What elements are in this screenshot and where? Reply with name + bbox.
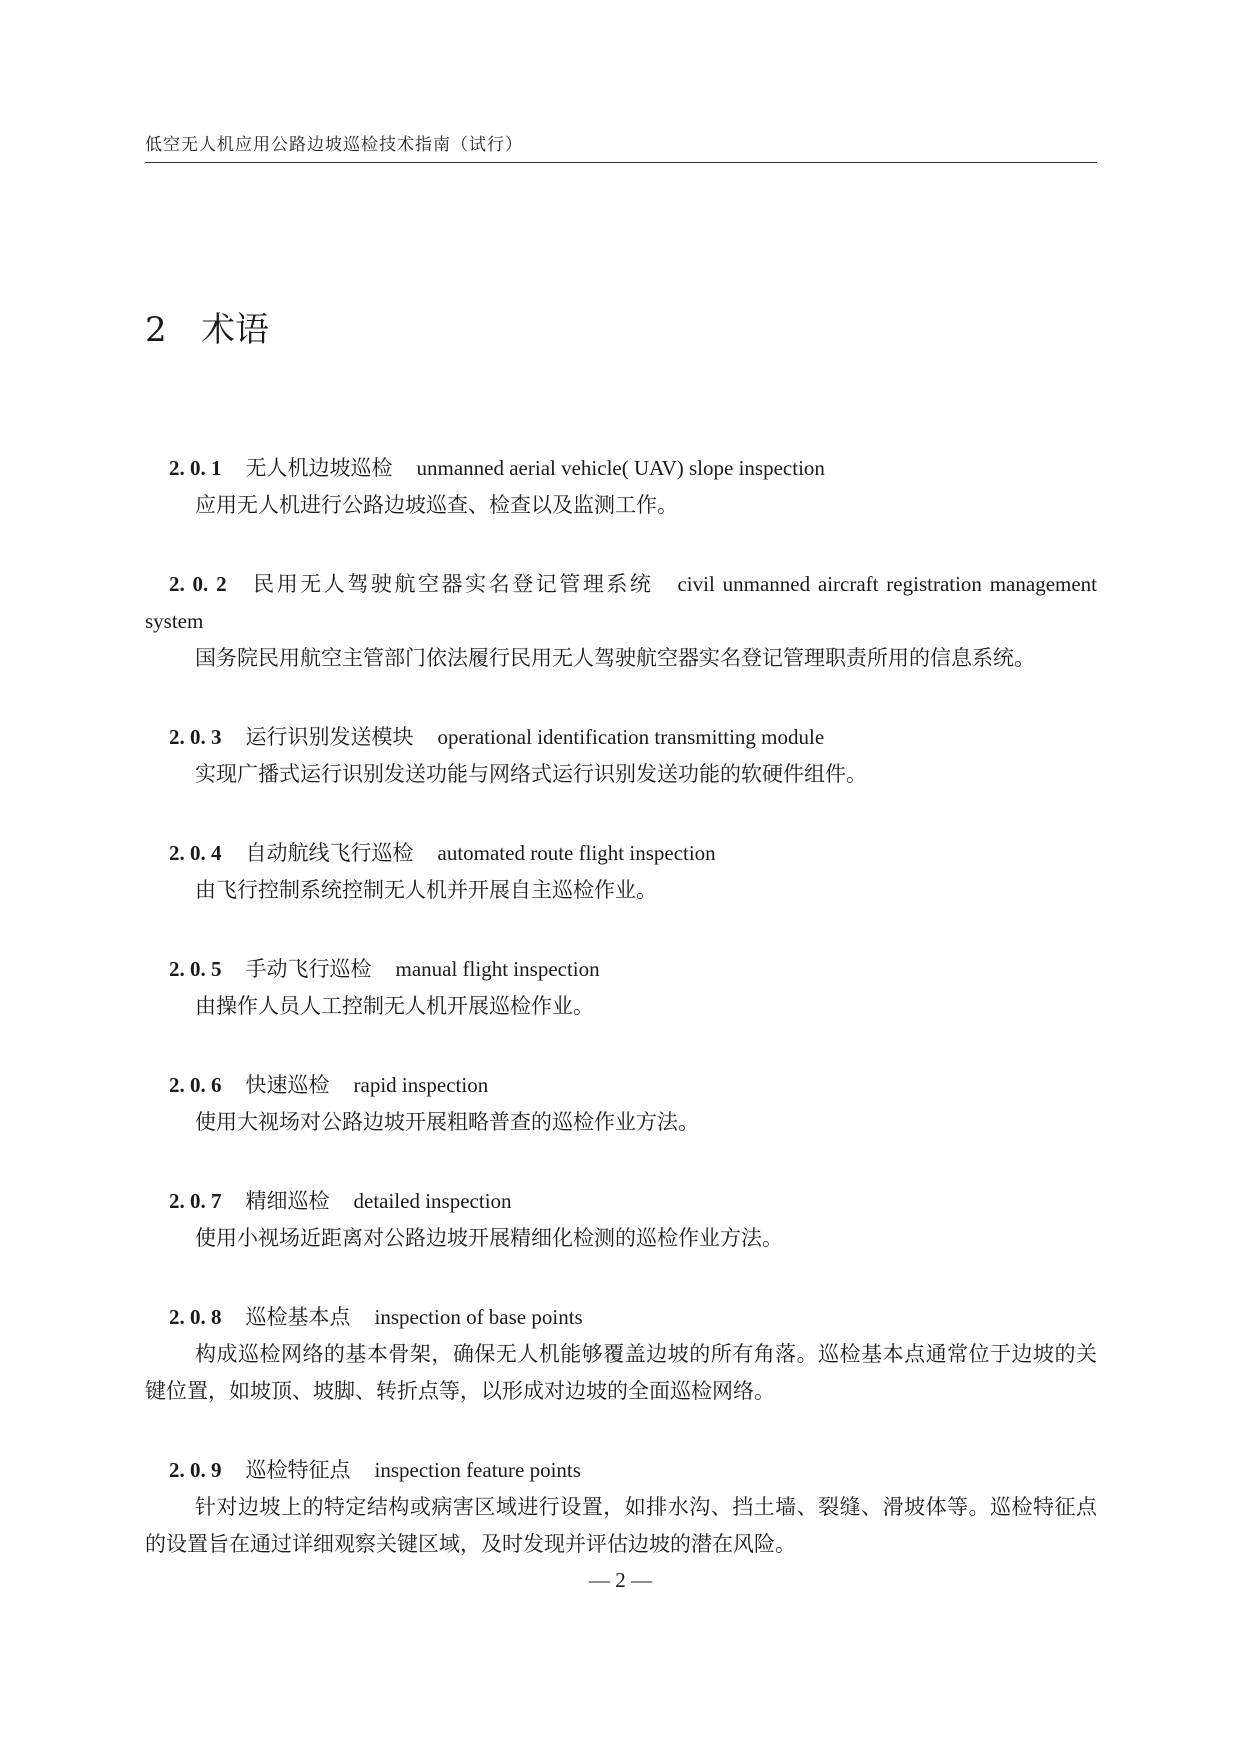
page-number: — 2 — [589, 1568, 652, 1592]
term-chinese: 精细巡检 [245, 1189, 330, 1213]
term-chinese: 巡检特征点 [245, 1458, 351, 1482]
term-heading [145, 951, 1097, 988]
term-definition: 针对边坡上的特定结构或病害区域进行设置，如排水沟、挡土墙、裂缝、滑坡体等。巡检特征点的设置旨在通过详细观察关键区域，及时发现并评估边坡的潜在风险。 [145, 1495, 1097, 1556]
term-entry [145, 1067, 1097, 1141]
term-entry [145, 951, 1097, 1025]
term-heading [145, 835, 1097, 872]
term-entry [145, 1452, 1097, 1563]
term-definition: 由飞行控制系统控制无人机并开展自主巡检作业。 [195, 878, 657, 902]
term-english: civil unmanned aircraft registration management system [145, 572, 1098, 633]
term-heading [145, 566, 1097, 640]
term-number: 2. 0. 9 [169, 1458, 222, 1482]
running-header: 低空无人机应用公路边坡巡检技术指南（试行） [145, 135, 523, 155]
term-english: detailed inspection [353, 1189, 512, 1213]
term-definition: 由操作人员人工控制无人机开展巡检作业。 [195, 994, 594, 1018]
term-heading [145, 1067, 1097, 1104]
term-english: inspection of base points [374, 1305, 583, 1329]
term-english: unmanned aerial vehicle( UAV) slope inspection [416, 456, 825, 480]
term-definition: 实现广播式运行识别发送功能与网络式运行识别发送功能的软硬件组件。 [195, 762, 867, 786]
chapter-title-text: 术语 [201, 310, 269, 350]
chapter-title [145, 302, 269, 351]
term-chinese: 民用无人驾驶航空器实名登记管理系统 [250, 572, 654, 596]
term-number: 2. 0. 6 [169, 1073, 222, 1097]
term-heading [145, 1452, 1097, 1489]
term-english: manual flight inspection [395, 957, 600, 981]
chapter-number: 2 [145, 310, 167, 350]
term-english: inspection feature points [374, 1458, 581, 1482]
term-heading [145, 450, 1097, 487]
term-chinese: 自动航线飞行巡检 [245, 841, 414, 865]
term-chinese: 巡检基本点 [245, 1305, 351, 1329]
term-entry [145, 450, 1097, 524]
terms-list [145, 450, 1097, 1605]
term-chinese: 运行识别发送模块 [245, 725, 414, 749]
term-heading [145, 1183, 1097, 1220]
term-english: operational identification transmitting module [437, 725, 825, 749]
term-number: 2. 0. 1 [169, 456, 222, 480]
term-entry [145, 1299, 1097, 1410]
term-definition: 使用小视场近距离对公路边坡开展精细化检测的巡检作业方法。 [195, 1226, 783, 1250]
term-definition: 构成巡检网络的基本骨架，确保无人机能够覆盖边坡的所有角落。巡检基本点通常位于边坡的关键位置，如坡顶、坡脚、转折点等，以形成对边坡的全面巡检网络。 [145, 1342, 1097, 1403]
term-chinese: 无人机边坡巡检 [245, 456, 393, 480]
term-definition: 国务院民用航空主管部门依法履行民用无人驾驶航空器实名登记管理职责所用的信息系统。 [195, 646, 1035, 670]
term-number: 2. 0. 7 [169, 1189, 222, 1213]
term-number: 2. 0. 2 [169, 572, 227, 596]
term-chinese: 快速巡检 [245, 1073, 330, 1097]
term-english: automated route flight inspection [437, 841, 716, 865]
term-heading [145, 719, 1097, 756]
term-number: 2. 0. 8 [169, 1305, 222, 1329]
term-entry [145, 1183, 1097, 1257]
term-english: rapid inspection [353, 1073, 489, 1097]
term-number: 2. 0. 3 [169, 725, 222, 749]
term-chinese: 手动飞行巡检 [245, 957, 372, 981]
term-number: 2. 0. 4 [169, 841, 222, 865]
header-rule [145, 162, 1097, 163]
term-heading [145, 1299, 1097, 1336]
term-entry [145, 835, 1097, 909]
term-definition: 应用无人机进行公路边坡巡查、检查以及监测工作。 [195, 493, 678, 517]
term-number: 2. 0. 5 [169, 957, 222, 981]
term-entry [145, 566, 1097, 677]
term-definition: 使用大视场对公路边坡开展粗略普查的巡检作业方法。 [195, 1110, 699, 1134]
term-entry [145, 719, 1097, 793]
